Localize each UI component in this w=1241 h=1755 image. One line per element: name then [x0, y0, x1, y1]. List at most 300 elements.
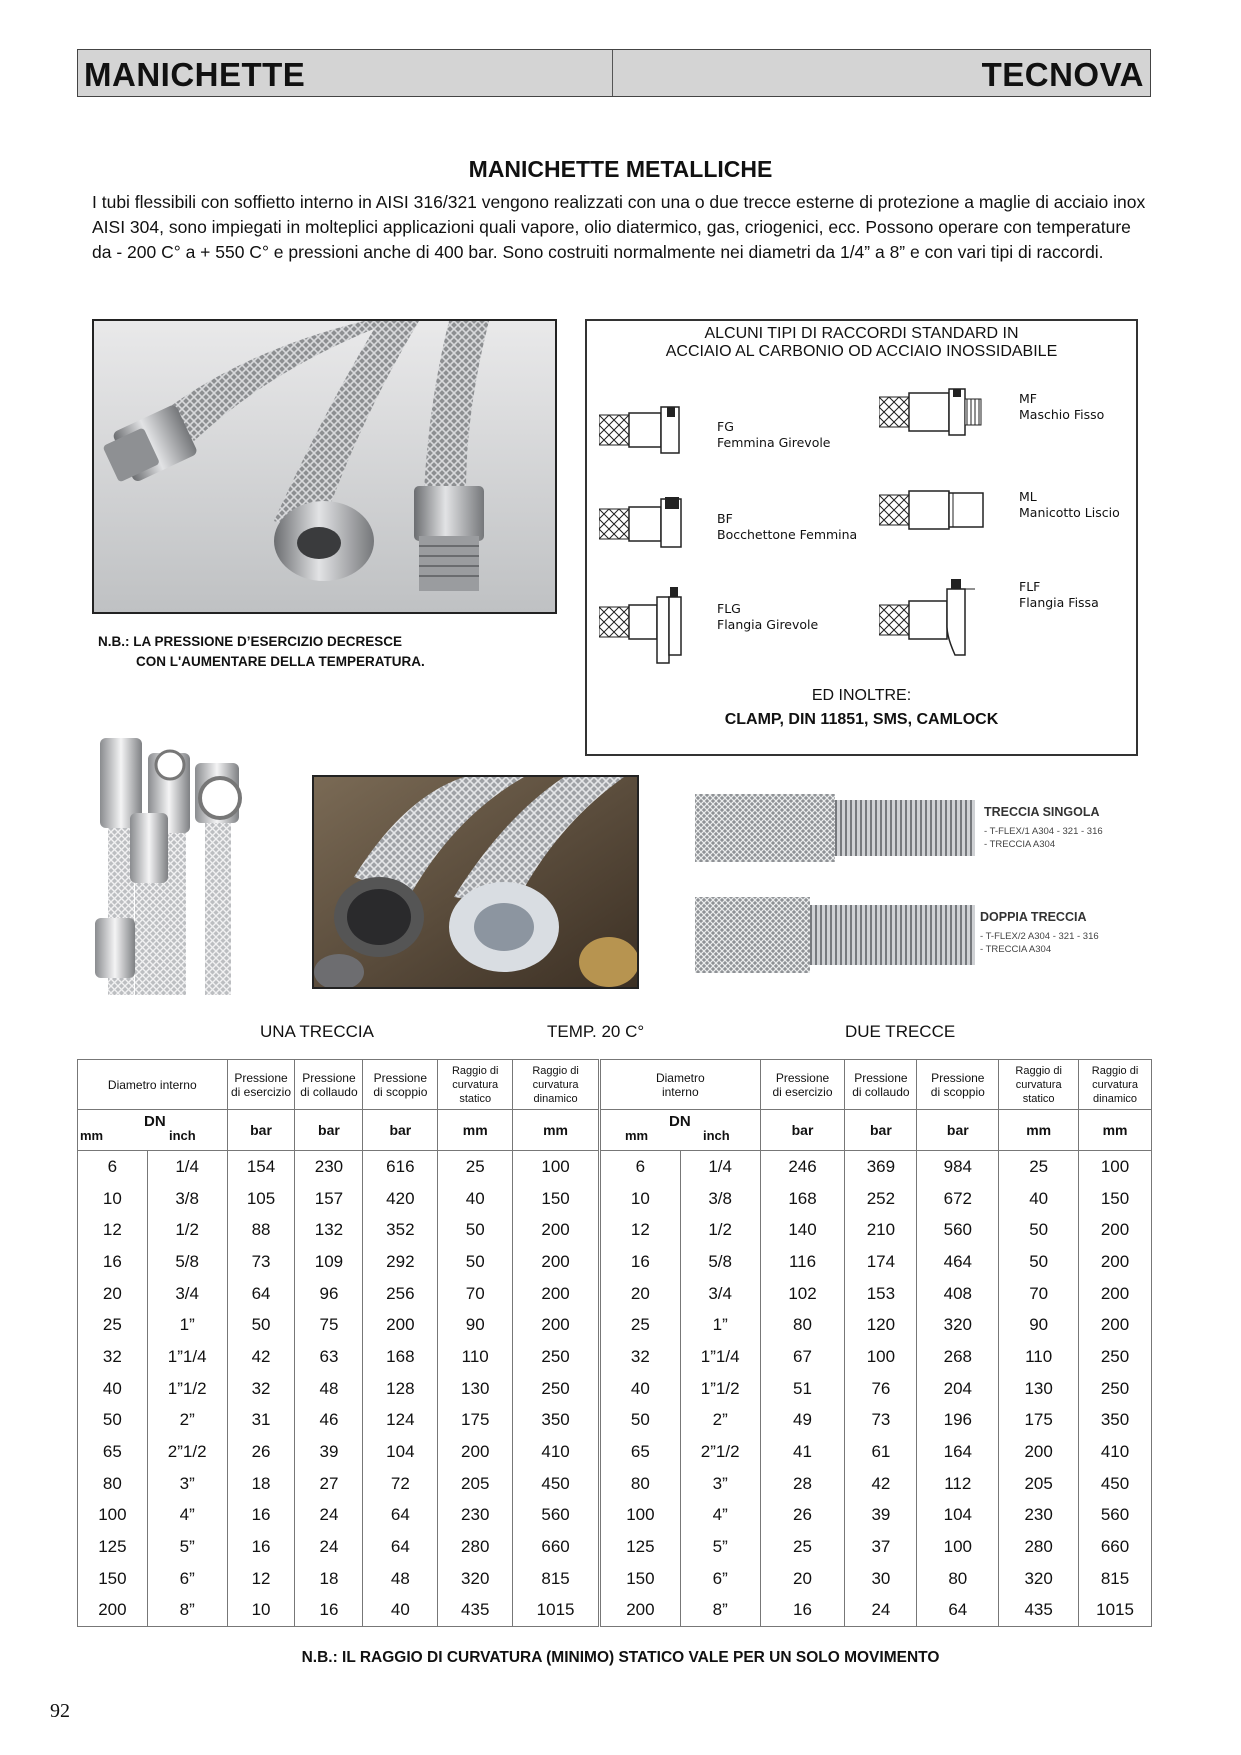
- table-cell: 200: [1079, 1246, 1152, 1278]
- table-cell: 157: [295, 1183, 363, 1215]
- double-braid-table: [600, 1059, 1152, 1627]
- fitting-ml-icon: [879, 485, 989, 540]
- table-cell: 168: [363, 1341, 438, 1373]
- table-row: [601, 1214, 1152, 1246]
- table-cell: 350: [1079, 1405, 1152, 1437]
- fittings-title-line1: ALCUNI TIPI DI RACCORDI STANDARD IN: [704, 325, 1019, 342]
- table-cell: 20: [760, 1563, 845, 1595]
- fitting-flg-code: FLG: [717, 601, 741, 616]
- table-cell: 12: [78, 1214, 148, 1246]
- fitting-mf-icon: [879, 387, 989, 442]
- table-cell: 41: [760, 1436, 845, 1468]
- unit-bar: bar: [845, 1110, 917, 1151]
- fittings-title: [587, 325, 1136, 361]
- unit-bar: bar: [295, 1110, 363, 1151]
- table-cell: 420: [363, 1183, 438, 1215]
- table-cell: 100: [1079, 1151, 1152, 1183]
- table-cell: 80: [760, 1309, 845, 1341]
- table-cell: 72: [363, 1468, 438, 1500]
- table-cell: 16: [295, 1595, 363, 1627]
- table-cell: 6: [78, 1151, 148, 1183]
- table-cell: 5”: [147, 1531, 227, 1563]
- fitting-flg-icon: [599, 585, 699, 670]
- fittings-panel: [585, 319, 1138, 756]
- table-cell: 130: [438, 1373, 513, 1405]
- table-cell: 2”1/2: [680, 1436, 760, 1468]
- page-header: [77, 49, 1151, 97]
- table-cell: 1”1/2: [680, 1373, 760, 1405]
- table-cell: 104: [363, 1436, 438, 1468]
- table-cell: 40: [363, 1595, 438, 1627]
- table-cell: 672: [917, 1183, 999, 1215]
- table-cell: 25: [999, 1151, 1079, 1183]
- fittings-title-line2: ACCIAIO AL CARBONIO OD ACCIAIO INOSSIDABILE: [665, 343, 1058, 360]
- col-working-pressure-header: Pressione di esercizio: [227, 1060, 295, 1110]
- table-cell: 252: [845, 1183, 917, 1215]
- fittings-extra-list: CLAMP, DIN 11851, SMS, CAMLOCK: [724, 711, 999, 728]
- col-dynamic-radius-header: Raggio di curvatura dinamico: [1079, 1060, 1152, 1110]
- table-row: [78, 1214, 599, 1246]
- table-cell: 5/8: [147, 1246, 227, 1278]
- single-braid-label: [984, 805, 1103, 851]
- table-cell: 132: [295, 1214, 363, 1246]
- dn-label: DN: [669, 1113, 691, 1130]
- table-cell: 320: [999, 1563, 1079, 1595]
- table-cell: 16: [760, 1595, 845, 1627]
- table-cell: 64: [917, 1595, 999, 1627]
- table-cell: 110: [438, 1341, 513, 1373]
- unit-mm: mm: [80, 1128, 104, 1143]
- table-cell: 3”: [680, 1468, 760, 1500]
- table-cell: 250: [513, 1341, 599, 1373]
- double-braid-line1: - T-FLEX/2 A304 - 321 - 316: [980, 931, 1099, 942]
- table-cell: 256: [363, 1278, 438, 1310]
- table-cell: 24: [295, 1500, 363, 1532]
- table-cell: 196: [917, 1405, 999, 1437]
- table-cell: 3”: [147, 1468, 227, 1500]
- table-cell: 4”: [680, 1500, 760, 1532]
- table-row: [601, 1468, 1152, 1500]
- col-burst-pressure-header: Pressione di scoppio: [917, 1060, 999, 1110]
- unit-bar: bar: [363, 1110, 438, 1151]
- table-cell: 116: [760, 1246, 845, 1278]
- table-cell: 50: [78, 1405, 148, 1437]
- table-cell: 73: [227, 1246, 295, 1278]
- table-cell: 210: [845, 1214, 917, 1246]
- unit-mm: mm: [625, 1128, 649, 1143]
- dn-units-cell: [601, 1110, 761, 1151]
- table-cell: 2”1/2: [147, 1436, 227, 1468]
- table-cell: 150: [78, 1563, 148, 1595]
- table-cell: 50: [999, 1246, 1079, 1278]
- table-cell: 28: [760, 1468, 845, 1500]
- double-braid-section-label: DUE TRECCE: [845, 1022, 956, 1041]
- table-cell: 100: [78, 1500, 148, 1532]
- fitting-ml-label: [1019, 489, 1120, 521]
- table-cell: 25: [760, 1531, 845, 1563]
- dn-label: DN: [144, 1113, 166, 1130]
- table-cell: 8”: [147, 1595, 227, 1627]
- fitting-bf-name: Bocchettone Femmina: [717, 527, 858, 542]
- single-braid-section-label: UNA TRECCIA: [260, 1022, 374, 1041]
- pressure-note-line1: N.B.: LA PRESSIONE D’ESERCIZIO DECRESCE: [98, 634, 403, 649]
- unit-inch: inch: [703, 1128, 730, 1143]
- table-cell: 61: [845, 1436, 917, 1468]
- table-cell: 2”: [147, 1405, 227, 1437]
- braid-types-photo: [695, 780, 975, 980]
- table-cell: 50: [227, 1309, 295, 1341]
- table-cell: 50: [438, 1246, 513, 1278]
- table-cell: 73: [845, 1405, 917, 1437]
- table-cell: 37: [845, 1531, 917, 1563]
- single-braid-line2: - TRECCIA A304: [984, 839, 1056, 850]
- table-cell: 410: [1079, 1436, 1152, 1468]
- table-cell: 1”1/4: [147, 1341, 227, 1373]
- table-cell: 110: [999, 1341, 1079, 1373]
- fitting-fg-name: Femmina Girevole: [717, 435, 831, 450]
- col-diameter-header: Diametro interno: [601, 1060, 761, 1110]
- pressure-note: [98, 632, 425, 672]
- table-cell: 250: [513, 1373, 599, 1405]
- table-cell: 350: [513, 1405, 599, 1437]
- table-cell: 30: [845, 1563, 917, 1595]
- table-cell: 320: [438, 1563, 513, 1595]
- table-cell: 18: [227, 1468, 295, 1500]
- table-cell: 128: [363, 1373, 438, 1405]
- table-cell: 140: [760, 1214, 845, 1246]
- temperature-label: TEMP. 20 C°: [547, 1022, 645, 1041]
- table-cell: 70: [999, 1278, 1079, 1310]
- fitting-mf-code: MF: [1019, 391, 1037, 406]
- table-row: [601, 1500, 1152, 1532]
- unit-mm: mm: [999, 1110, 1079, 1151]
- table-row: [601, 1278, 1152, 1310]
- table-cell: 230: [438, 1500, 513, 1532]
- unit-inch: inch: [169, 1128, 196, 1143]
- table-cell: 204: [917, 1373, 999, 1405]
- table-cell: 109: [295, 1246, 363, 1278]
- table-row: [78, 1500, 599, 1532]
- table-cell: 80: [601, 1468, 681, 1500]
- fitting-flf-label: [1019, 579, 1099, 611]
- table-cell: 560: [1079, 1500, 1152, 1532]
- table-cell: 246: [760, 1151, 845, 1183]
- table-cell: 24: [295, 1531, 363, 1563]
- table-cell: 48: [295, 1373, 363, 1405]
- table-cell: 3/4: [147, 1278, 227, 1310]
- table-row: [78, 1246, 599, 1278]
- table-cell: 100: [513, 1151, 599, 1183]
- table-cell: 369: [845, 1151, 917, 1183]
- dn-units-cell: [78, 1110, 228, 1151]
- table-cell: 32: [601, 1341, 681, 1373]
- table-cell: 26: [227, 1436, 295, 1468]
- table-cell: 105: [227, 1183, 295, 1215]
- table-cell: 46: [295, 1405, 363, 1437]
- table-row: [601, 1373, 1152, 1405]
- table-cell: 12: [601, 1214, 681, 1246]
- table-cell: 16: [601, 1246, 681, 1278]
- table-cell: 435: [438, 1595, 513, 1627]
- table-cell: 175: [438, 1405, 513, 1437]
- table-cell: 64: [363, 1531, 438, 1563]
- table-cell: 200: [1079, 1309, 1152, 1341]
- table-row: [78, 1183, 599, 1215]
- table-cell: 20: [601, 1278, 681, 1310]
- table-row: [601, 1309, 1152, 1341]
- table-row: [601, 1405, 1152, 1437]
- table-cell: 175: [999, 1405, 1079, 1437]
- table-cell: 200: [601, 1595, 681, 1627]
- table-cell: 435: [999, 1595, 1079, 1627]
- table-cell: 16: [78, 1246, 148, 1278]
- table-row: [78, 1341, 599, 1373]
- fitting-fg-label: [717, 419, 831, 451]
- table-cell: 6: [601, 1151, 681, 1183]
- table-cell: 25: [601, 1309, 681, 1341]
- table-cell: 76: [845, 1373, 917, 1405]
- table-cell: 64: [227, 1278, 295, 1310]
- table-cell: 32: [227, 1373, 295, 1405]
- table-cell: 124: [363, 1405, 438, 1437]
- table-cell: 230: [999, 1500, 1079, 1532]
- table-row: [601, 1563, 1152, 1595]
- header-company: TECNOVA: [981, 56, 1144, 93]
- col-static-radius-header: Raggio di curvatura statico: [999, 1060, 1079, 1110]
- fitting-ml-name: Manicotto Liscio: [1019, 505, 1120, 520]
- table-cell: 1”1/2: [147, 1373, 227, 1405]
- table-cell: 250: [1079, 1341, 1152, 1373]
- table-cell: 1015: [1079, 1595, 1152, 1627]
- table-cell: 50: [438, 1214, 513, 1246]
- table-cell: 70: [438, 1278, 513, 1310]
- table-cell: 100: [601, 1500, 681, 1532]
- table-cell: 200: [513, 1214, 599, 1246]
- table-cell: 75: [295, 1309, 363, 1341]
- table-cell: 200: [513, 1278, 599, 1310]
- fitting-mf-name: Maschio Fisso: [1019, 407, 1105, 422]
- table-row: [601, 1531, 1152, 1563]
- table-cell: 450: [1079, 1468, 1152, 1500]
- table-cell: 660: [513, 1531, 599, 1563]
- table-cell: 65: [78, 1436, 148, 1468]
- table-cell: 280: [438, 1531, 513, 1563]
- single-braid-title: TRECCIA SINGOLA: [984, 805, 1100, 819]
- table-cell: 65: [601, 1436, 681, 1468]
- table-cell: 3/8: [147, 1183, 227, 1215]
- table-row: [78, 1278, 599, 1310]
- table-cell: 6”: [680, 1563, 760, 1595]
- table-cell: 48: [363, 1563, 438, 1595]
- unit-bar: bar: [917, 1110, 999, 1151]
- table-cell: 984: [917, 1151, 999, 1183]
- table-cell: 16: [227, 1500, 295, 1532]
- table-cell: 104: [917, 1500, 999, 1532]
- page-number: 92: [50, 1700, 70, 1722]
- sanitary-hoses-photo: [312, 775, 639, 989]
- table-cell: 154: [227, 1151, 295, 1183]
- table-cell: 150: [1079, 1183, 1152, 1215]
- table-cell: 1/4: [680, 1151, 760, 1183]
- table-cell: 40: [999, 1183, 1079, 1215]
- single-braid-line1: - T-FLEX/1 A304 - 321 - 316: [984, 826, 1103, 837]
- table-row: [601, 1341, 1152, 1373]
- table-cell: 5/8: [680, 1246, 760, 1278]
- bend-radius-note: N.B.: IL RAGGIO DI CURVATURA (MINIMO) STATICO VALE PER UN SOLO MOVIMENTO: [301, 1649, 940, 1666]
- fitting-flf-code: FLF: [1019, 579, 1041, 594]
- table-cell: 150: [601, 1563, 681, 1595]
- table-row: [78, 1595, 599, 1627]
- table-cell: 200: [1079, 1214, 1152, 1246]
- table-row: [78, 1468, 599, 1500]
- table-cell: 320: [917, 1309, 999, 1341]
- col-dynamic-radius-header: Raggio di curvatura dinamico: [513, 1060, 599, 1110]
- fitting-bf-code: BF: [717, 511, 733, 526]
- table-cell: 90: [438, 1309, 513, 1341]
- table-cell: 96: [295, 1278, 363, 1310]
- table-cell: 20: [78, 1278, 148, 1310]
- table-row: [601, 1151, 1152, 1183]
- table-cell: 10: [78, 1183, 148, 1215]
- fitting-fg-icon: [599, 405, 699, 460]
- table-cell: 815: [1079, 1563, 1152, 1595]
- table-cell: 16: [227, 1531, 295, 1563]
- table-cell: 292: [363, 1246, 438, 1278]
- table-row: [601, 1246, 1152, 1278]
- col-working-pressure-header: Pressione di esercizio: [760, 1060, 845, 1110]
- table-cell: 200: [1079, 1278, 1152, 1310]
- table-cell: 49: [760, 1405, 845, 1437]
- fitting-flf-icon: [879, 577, 989, 662]
- table-row: [78, 1151, 599, 1183]
- table-cell: 40: [438, 1183, 513, 1215]
- table-row: [78, 1405, 599, 1437]
- table-cell: 10: [601, 1183, 681, 1215]
- table-row: [601, 1436, 1152, 1468]
- table-cell: 352: [363, 1214, 438, 1246]
- table-cell: 27: [295, 1468, 363, 1500]
- table-cell: 8”: [680, 1595, 760, 1627]
- table-cell: 450: [513, 1468, 599, 1500]
- table-cell: 150: [513, 1183, 599, 1215]
- table-cell: 205: [999, 1468, 1079, 1500]
- fitting-flg-name: Flangia Girevole: [717, 617, 819, 632]
- table-cell: 42: [845, 1468, 917, 1500]
- table-row: [78, 1373, 599, 1405]
- table-cell: 268: [917, 1341, 999, 1373]
- table-cell: 120: [845, 1309, 917, 1341]
- table-cell: 90: [999, 1309, 1079, 1341]
- table-cell: 26: [760, 1500, 845, 1532]
- table-cell: 200: [999, 1436, 1079, 1468]
- table-cell: 67: [760, 1341, 845, 1373]
- table-cell: 168: [760, 1183, 845, 1215]
- table-cell: 153: [845, 1278, 917, 1310]
- col-test-pressure-header: Pressione di collaudo: [295, 1060, 363, 1110]
- table-cell: 815: [513, 1563, 599, 1595]
- unit-mm: mm: [513, 1110, 599, 1151]
- table-cell: 200: [363, 1309, 438, 1341]
- col-test-pressure-header: Pressione di collaudo: [845, 1060, 917, 1110]
- table-cell: 88: [227, 1214, 295, 1246]
- col-diameter-header: Diametro interno: [78, 1060, 228, 1110]
- table-cell: 112: [917, 1468, 999, 1500]
- col-burst-pressure-header: Pressione di scoppio: [363, 1060, 438, 1110]
- table-cell: 12: [227, 1563, 295, 1595]
- table-cell: 200: [513, 1309, 599, 1341]
- table-row: [78, 1531, 599, 1563]
- camlock-hoses-photo: [90, 713, 275, 995]
- table-cell: 3/4: [680, 1278, 760, 1310]
- fitting-ml-code: ML: [1019, 489, 1037, 504]
- table-cell: 560: [513, 1500, 599, 1532]
- table-cell: 200: [78, 1595, 148, 1627]
- table-cell: 40: [78, 1373, 148, 1405]
- table-cell: 4”: [147, 1500, 227, 1532]
- table-cell: 63: [295, 1341, 363, 1373]
- fitting-mf-label: [1019, 391, 1104, 423]
- table-cell: 200: [438, 1436, 513, 1468]
- table-cell: 174: [845, 1246, 917, 1278]
- double-braid-line2: - TRECCIA A304: [980, 944, 1052, 955]
- double-braid-title: DOPPIA TRECCIA: [980, 910, 1087, 924]
- table-row: [601, 1595, 1152, 1627]
- table-cell: 102: [760, 1278, 845, 1310]
- table-cell: 250: [1079, 1373, 1152, 1405]
- table-row: [78, 1563, 599, 1595]
- table-cell: 18: [295, 1563, 363, 1595]
- table-cell: 410: [513, 1436, 599, 1468]
- table-cell: 51: [760, 1373, 845, 1405]
- table-cell: 280: [999, 1531, 1079, 1563]
- table-cell: 660: [1079, 1531, 1152, 1563]
- table-cell: 80: [78, 1468, 148, 1500]
- fitting-flf-name: Flangia Fissa: [1019, 595, 1099, 610]
- table-cell: 3/8: [680, 1183, 760, 1215]
- col-static-radius-header: Raggio di curvatura statico: [438, 1060, 513, 1110]
- table-cell: 25: [438, 1151, 513, 1183]
- header-brand: MANICHETTE: [84, 56, 306, 93]
- table-cell: 560: [917, 1214, 999, 1246]
- fitting-bf-label: [717, 511, 857, 543]
- table-cell: 31: [227, 1405, 295, 1437]
- table-cell: 25: [78, 1309, 148, 1341]
- single-braid-table: [77, 1059, 599, 1627]
- table-cell: 50: [999, 1214, 1079, 1246]
- table-cell: 32: [78, 1341, 148, 1373]
- unit-mm: mm: [1079, 1110, 1152, 1151]
- table-cell: 100: [917, 1531, 999, 1563]
- table-cell: 39: [295, 1436, 363, 1468]
- fitting-flg-label: [717, 601, 818, 633]
- table-cell: 408: [917, 1278, 999, 1310]
- table-cell: 230: [295, 1151, 363, 1183]
- table-cell: 40: [601, 1373, 681, 1405]
- table-cell: 164: [917, 1436, 999, 1468]
- pressure-note-line2: CON L'AUMENTARE DELLA TEMPERATURA.: [136, 654, 425, 669]
- table-cell: 125: [601, 1531, 681, 1563]
- page-title: MANICHETTE METALLICHE: [468, 156, 773, 182]
- table-row: [601, 1183, 1152, 1215]
- unit-mm: mm: [438, 1110, 513, 1151]
- table-cell: 464: [917, 1246, 999, 1278]
- table-cell: 1/4: [147, 1151, 227, 1183]
- table-cell: 1”1/4: [680, 1341, 760, 1373]
- table-cell: 1015: [513, 1595, 599, 1627]
- table-cell: 6”: [147, 1563, 227, 1595]
- table-cell: 39: [845, 1500, 917, 1532]
- table-cell: 1/2: [680, 1214, 760, 1246]
